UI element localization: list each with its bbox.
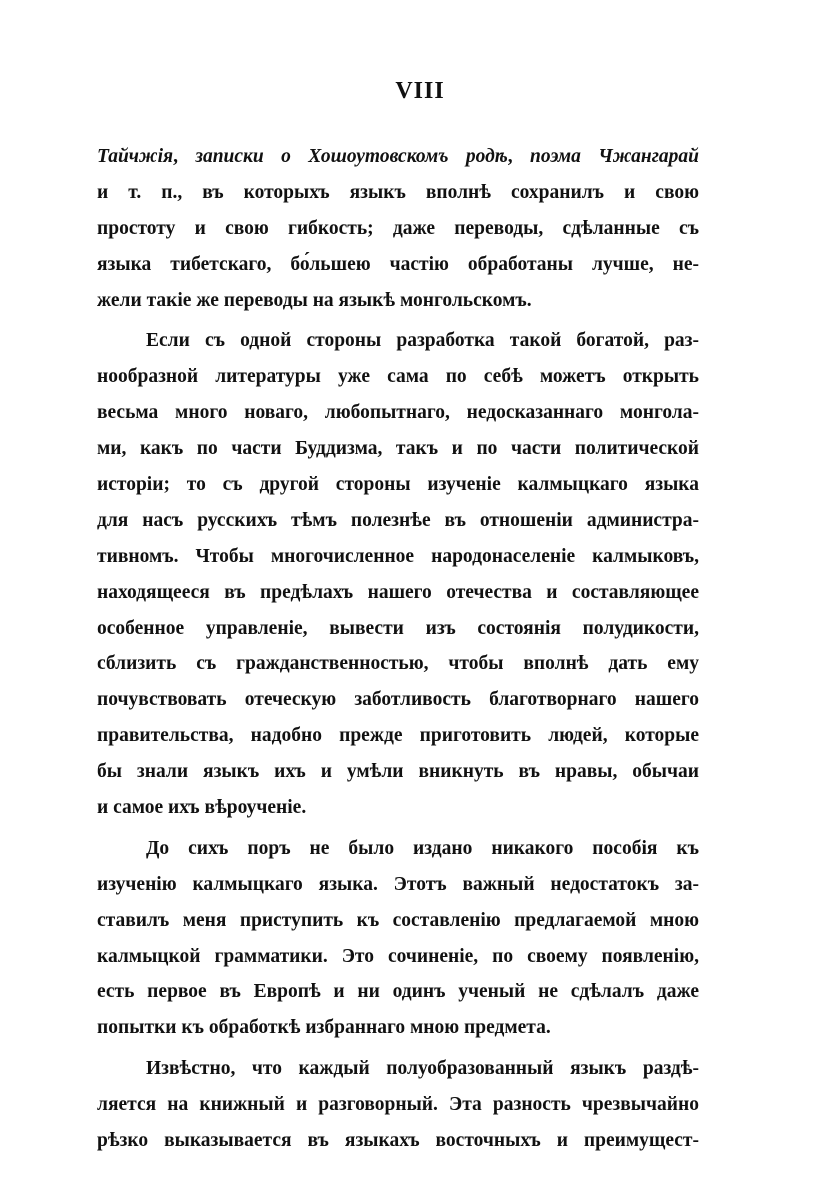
text-line: калмыцкой грамматики. Это сочиненіе, по своему появленію, bbox=[97, 945, 699, 967]
text-run: , bbox=[507, 146, 531, 167]
text-line: тивномъ. Чтобы многочисленное народонаселеніе калмыковъ, bbox=[97, 545, 699, 567]
text-line: и самое ихъ вѣроученіе. bbox=[97, 797, 307, 819]
text-line: правительства, надобно прежде приготовить людей, которые bbox=[97, 725, 699, 747]
text-line: До сихъ поръ не было издано никакого пособія къ bbox=[146, 837, 699, 859]
text-line: ставилъ меня приступить къ составленію предлагаемой мною bbox=[97, 909, 699, 931]
text-line: бы знали языкъ ихъ и умѣли вникнуть въ нравы, обычаи bbox=[97, 761, 699, 783]
text-line: для насъ русскихъ тѣмъ полезнѣе въ отношеніи администра- bbox=[97, 509, 699, 531]
text-line bbox=[97, 139, 699, 175]
page-number: VIII bbox=[395, 78, 445, 104]
text-line: сблизить съ гражданственностью, чтобы вполнѣ дать ему bbox=[97, 653, 699, 675]
text-line: почувствовать отеческую заботливость благотворнаго нашего bbox=[97, 689, 699, 711]
text-line: есть первое въ Европѣ и ни одинъ ученый не сдѣлалъ даже bbox=[97, 981, 699, 1003]
text-line: особенное управленіе, вывести изъ состоянія полудикости, bbox=[97, 617, 699, 639]
text-line: простоту и свою гибкость; даже переводы, сдѣланные съ bbox=[97, 217, 699, 239]
text-line: исторіи; то съ другой стороны изученіе калмыцкаго языка bbox=[97, 474, 699, 496]
text-line: нообразной литературы уже сама по себѣ можетъ открыть bbox=[97, 366, 699, 388]
text-line: ми, какъ по части Буддизма, такъ и по части политической bbox=[97, 438, 699, 460]
text-line: рѣзко выказывается въ языкахъ восточныхъ и преимущест- bbox=[97, 1130, 699, 1152]
text-run: , bbox=[173, 146, 196, 167]
text-line: ляется на книжный и разговорный. Эта разность чрезвычайно bbox=[97, 1094, 699, 1116]
text-line: находящееся въ предѣлахъ нашего отечества и составляющее bbox=[97, 581, 699, 603]
body-text bbox=[97, 139, 699, 1159]
text-line: изученію калмыцкаго языка. Этотъ важный недостатокъ за- bbox=[97, 873, 699, 895]
text-line: языка тибетскаго, бо́льшею частію обработаны лучше, не- bbox=[97, 253, 699, 275]
text-line: жели такіе же переводы на языкѣ монгольскомъ. bbox=[97, 289, 532, 311]
text-line: весьма много новаго, любопытнаго, недосказаннаго монгола- bbox=[97, 402, 699, 424]
italic-title-run: Тайчжія bbox=[97, 146, 174, 167]
text-line: и т. п., въ которыхъ языкъ вполнѣ сохранилъ и свою bbox=[97, 181, 699, 203]
italic-title-run: записки о Хошоутовскомъ родѣ bbox=[195, 146, 508, 167]
text-line: Извѣстно, что каждый полуобразованный языкъ раздѣ- bbox=[146, 1058, 699, 1080]
text-line: Если съ одной стороны разработка такой богатой, раз- bbox=[146, 330, 699, 352]
italic-title-run: поэма Чжангарай bbox=[530, 146, 699, 167]
text-line: попытки къ обработкѣ избраннаго мною предмета. bbox=[97, 1017, 551, 1039]
